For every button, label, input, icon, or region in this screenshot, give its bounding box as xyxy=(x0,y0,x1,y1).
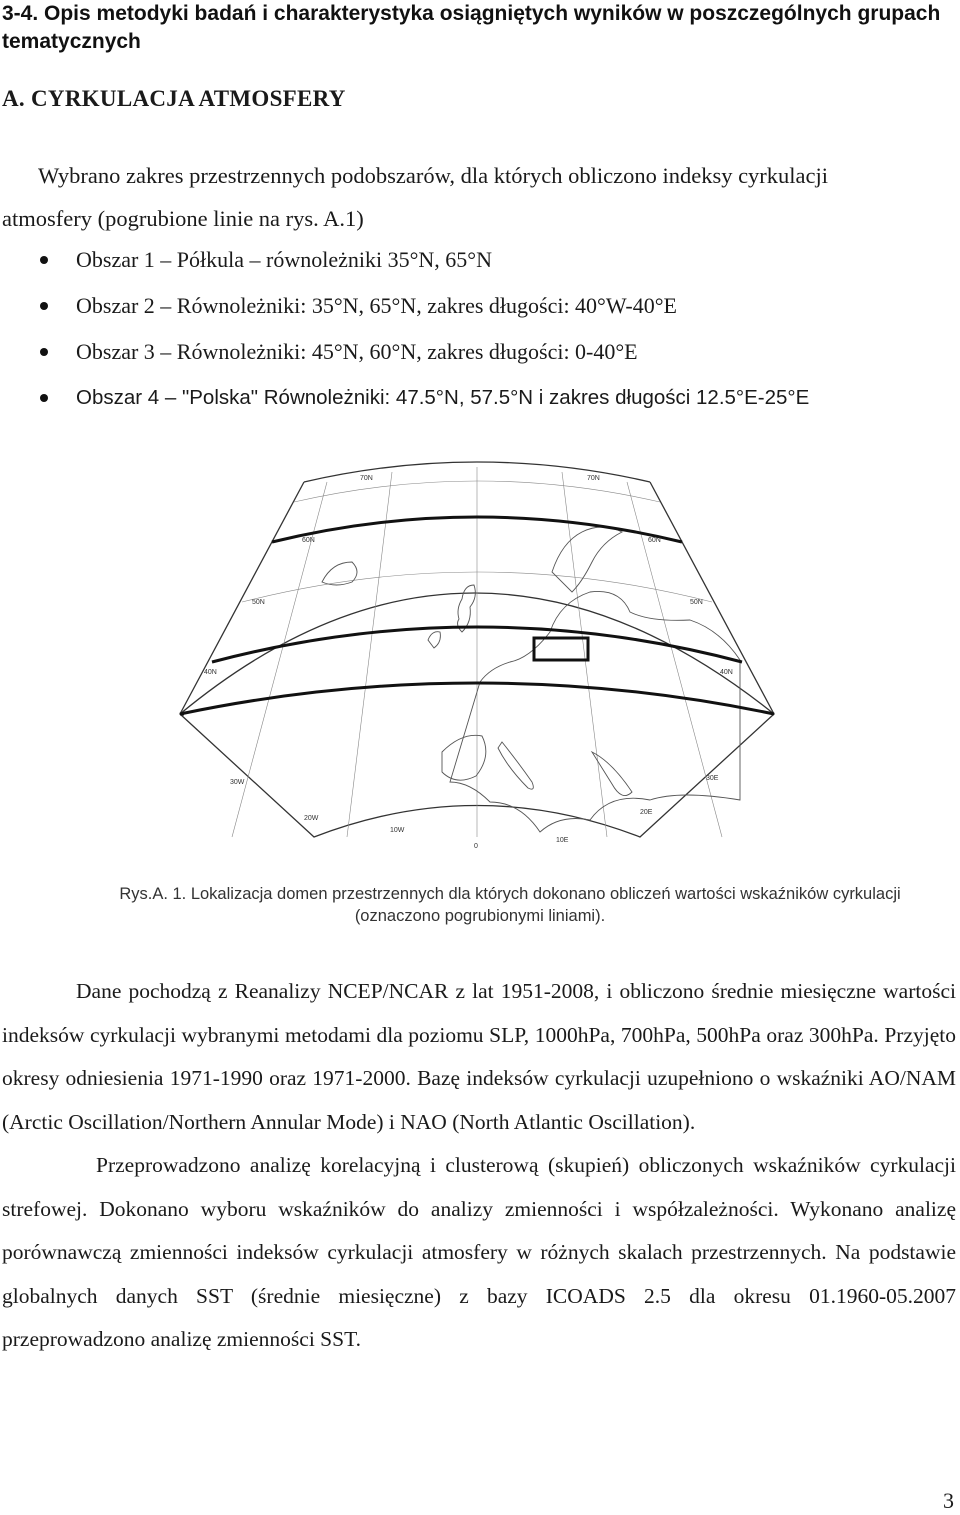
lon-label: 30E xyxy=(706,775,719,782)
area-list xyxy=(0,240,960,424)
lon-label: 20E xyxy=(640,809,653,816)
section-heading: 3-4. Opis metodyki badań i charakterystyka osiągniętych wyników w poszczególnych grupach tematycznych xyxy=(2,2,941,53)
list-item: Obszar 4 – "Polska" Równoleżniki: 47.5°N, 57.5°N i zakres długości 12.5°E-25°E xyxy=(0,378,960,424)
lat-label: 50N xyxy=(252,599,265,606)
paragraph: Przeprowadzono analizę korelacyjną i clusterową (skupień) obliczonych wskaźników cyrkulacji strefowej. Dokonano wyboru wskaźników do analizy zmienności i współzależności. Wykonano analizę porównawczą zmienności indeksów cyrkulacji atmosfery w różnych skalach przestrzennych. Na podstawie globalnych danych SST (średnie miesięczne) z bazy ICOADS 2.5 dla okresu 01.1960-05.2007 przeprowadzono analizę zmienności SST. xyxy=(2,1153,956,1351)
body-text xyxy=(2,970,956,1362)
subsection-heading: A. CYRKULACJA ATMOSFERY xyxy=(2,86,346,111)
caption-line-1: Rys.A. 1. Lokalizacja domen przestrzennych dla których dokonano obliczeń wartości wskaźników cyrkulacji xyxy=(119,885,901,903)
lon-label: 20W xyxy=(304,815,319,822)
lat-label: 50N xyxy=(690,599,703,606)
list-item: Obszar 3 – Równoleżniki: 45°N, 60°N, zakres długości: 0-40°E xyxy=(0,332,960,378)
intro-paragraph xyxy=(2,154,957,240)
list-item: Obszar 2 – Równoleżniki: 35°N, 65°N, zakres długości: 40°W-40°E xyxy=(0,286,960,332)
paragraph: Dane pochodzą z Reanalizy NCEP/NCAR z lat 1951-2008, i obliczono średnie miesięczne wartości indeksów cyrkulacji wybranymi metodami dla poziomu SLP, 1000hPa, 700hPa, 500hPa oraz 300hPa. Przyjęto okresy odniesienia 1971-1990 oraz 1971-2000. Bazę indeksów cyrkulacji uzupełniono o wskaźniki AO/NAM (Arctic Oscillation/Northern Annular Mode) i NAO (North Atlantic Oscillation). xyxy=(2,979,956,1134)
list-item: Obszar 1 – Półkula – równoleżniki 35°N, 65°N xyxy=(0,240,960,286)
bullet-icon xyxy=(40,256,48,264)
lat-label: 40N xyxy=(204,669,217,676)
intro-line-2: atmosfery (pogrubione linie na rys. A.1) xyxy=(2,206,364,231)
figure-caption xyxy=(0,883,960,927)
lon-label: 10E xyxy=(556,837,569,844)
caption-line-2: (oznaczono pogrubionymi liniami). xyxy=(354,907,606,925)
bullet-icon xyxy=(40,302,48,310)
lat-label: 60N xyxy=(648,537,661,544)
lon-label: 0 xyxy=(474,843,478,850)
lon-label: 10W xyxy=(390,827,405,834)
map-figure xyxy=(172,452,782,857)
lat-label: 40N xyxy=(720,669,733,676)
intro-line-1: Wybrano zakres przestrzennych podobszarów, dla których obliczono indeksy cyrkulacji xyxy=(38,163,829,188)
bullet-icon xyxy=(40,394,48,402)
page-number: 3 xyxy=(943,1488,954,1513)
europe-map xyxy=(172,452,782,857)
lat-label: 60N xyxy=(302,537,315,544)
lon-label: 30W xyxy=(230,779,245,786)
lat-label: 70N xyxy=(587,475,600,482)
bullet-icon xyxy=(40,348,48,356)
lat-label: 70N xyxy=(360,475,373,482)
